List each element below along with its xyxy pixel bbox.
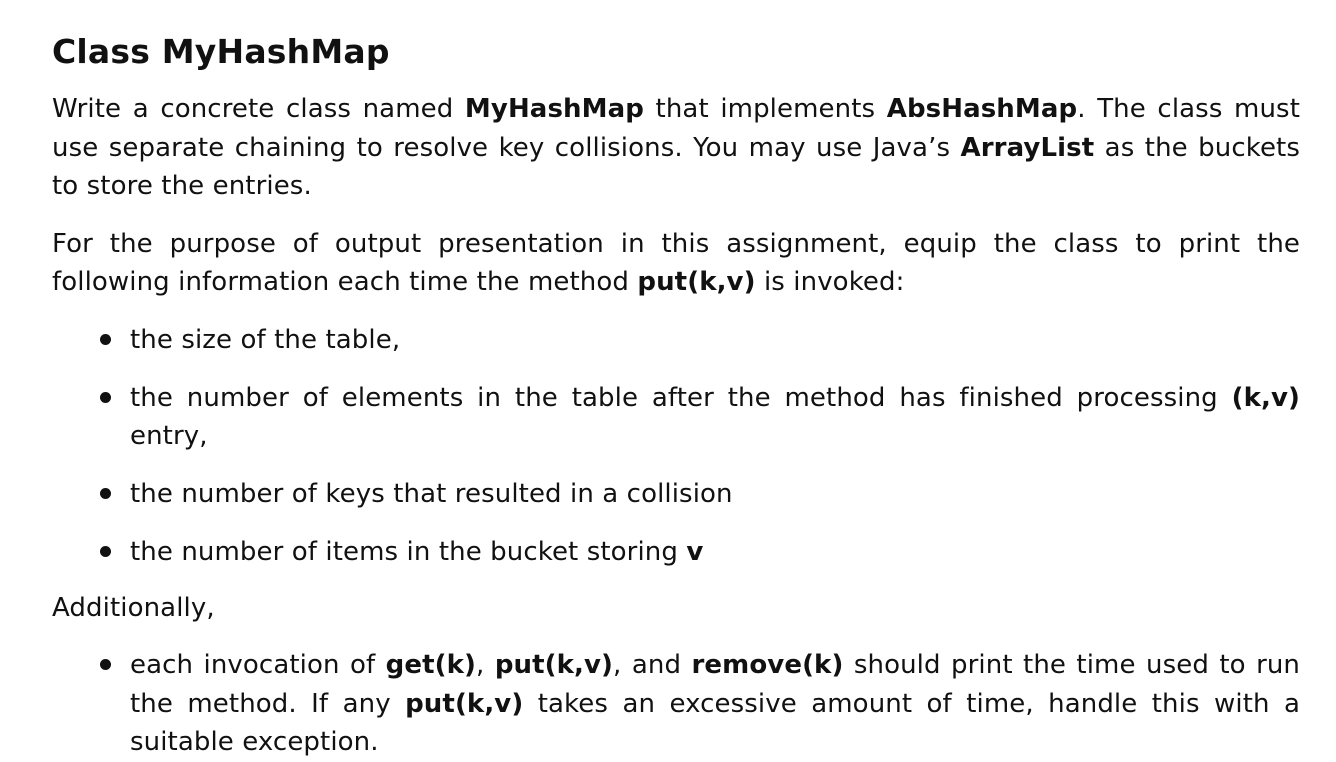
assignment-page [52,28,1300,762]
list-item [52,533,1300,572]
list-item-text: the number of elements in the table after the method has finished processing [130,382,1232,413]
list-item-text: takes an excessive amount of time, handle this with a suitable exception. [130,688,1301,757]
bullet-icon [100,659,111,670]
list-item-text: , [476,650,495,680]
bullet-icon [100,546,111,557]
class-name-myhashmap: MyHashMap [464,94,644,124]
output-text-2: is invoked: [755,267,905,297]
list-item-text: the size of the table, [130,324,401,355]
intro-text-3: . The class must use separate chaining to resolve key collisions. You may use Java’s [52,94,1300,163]
entry-term: (k,v) [1231,382,1300,413]
list-item-text: entry, [130,421,208,451]
list-item-text: should print the time used to run the method. If any [130,650,1301,719]
list-item-text: the number of items in the bucket storing [130,537,687,567]
output-text-1: For the purpose of output presentation in this assignment, equip the class to print the following information each time the method [52,228,1300,297]
requirements-list [52,321,1300,572]
bullet-icon [100,334,111,345]
list-item-text: the number of keys that resulted in a collision [130,479,733,509]
list-item [52,321,1300,360]
arraylist-term: ArrayList [960,132,1095,163]
bullet-icon [100,392,111,403]
interface-name-abshashmap: AbsHashMap [886,94,1078,124]
output-paragraph [52,225,1300,302]
put-method-term: put(k,v) [637,267,756,297]
intro-text-1: Write a concrete class named [52,94,465,124]
intro-text-2: that implements [643,94,887,124]
additionally-label: Additionally, [52,592,215,623]
intro-text-4: as the buckets to store the entries. [52,132,1300,201]
list-item-text: , and [613,650,692,680]
page-title: Class MyHashMap [52,32,390,71]
remove-method-term: remove(k) [691,650,844,680]
list-item [52,646,1300,762]
list-item-text: each invocation of [130,650,386,680]
additional-requirements-list [52,646,1300,762]
list-item [52,379,1300,456]
put-method-term: put(k,v) [494,650,614,680]
get-method-term: get(k) [385,650,477,680]
list-item [52,475,1300,514]
put-method-term: put(k,v) [405,688,524,719]
intro-paragraph [52,90,1300,206]
bullet-icon [100,488,111,499]
value-term: v [686,537,704,567]
